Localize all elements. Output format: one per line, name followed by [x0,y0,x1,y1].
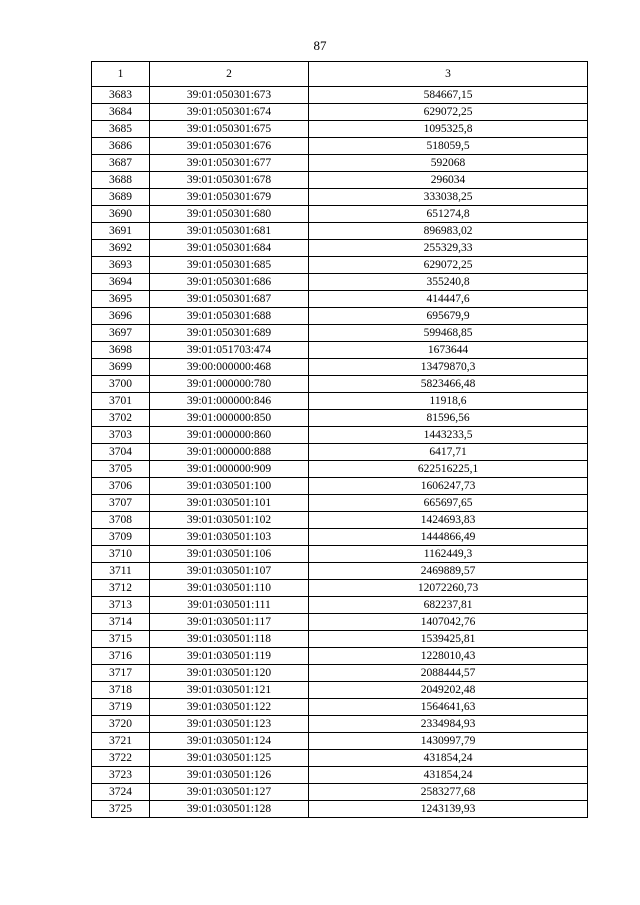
table-row [92,699,588,716]
value-cell: 1095325,8 [309,121,588,138]
row-number-cell: 3714 [92,614,150,631]
table-row [92,580,588,597]
cadastral-number-cell: 39:00:000000:468 [150,359,309,376]
value-cell: 6417,71 [309,444,588,461]
value-cell: 1243139,93 [309,801,588,818]
table-row [92,308,588,325]
cadastral-number-cell: 39:01:050301:685 [150,257,309,274]
row-number-cell: 3694 [92,274,150,291]
table-row [92,546,588,563]
table-row [92,87,588,104]
table-row [92,172,588,189]
row-number-cell: 3715 [92,631,150,648]
row-number-cell: 3698 [92,342,150,359]
cadastral-number-cell: 39:01:050301:679 [150,189,309,206]
cadastral-number-cell: 39:01:030501:100 [150,478,309,495]
table-row [92,206,588,223]
value-cell: 1539425,81 [309,631,588,648]
cadastral-number-cell: 39:01:030501:121 [150,682,309,699]
row-number-cell: 3697 [92,325,150,342]
value-cell: 333038,25 [309,189,588,206]
cadastral-number-cell: 39:01:000000:888 [150,444,309,461]
table-row [92,665,588,682]
table-row [92,155,588,172]
value-cell: 2583277,68 [309,784,588,801]
row-number-cell: 3687 [92,155,150,172]
cadastral-number-cell: 39:01:030501:118 [150,631,309,648]
row-number-cell: 3723 [92,767,150,784]
value-cell: 682237,81 [309,597,588,614]
value-cell: 1606247,73 [309,478,588,495]
cadastral-number-cell: 39:01:030501:110 [150,580,309,597]
cadastral-number-cell: 39:01:030501:111 [150,597,309,614]
table-row [92,648,588,665]
value-cell: 5823466,48 [309,376,588,393]
row-number-cell: 3712 [92,580,150,597]
table-row [92,767,588,784]
table-row [92,733,588,750]
cadastral-number-cell: 39:01:000000:909 [150,461,309,478]
row-number-cell: 3703 [92,427,150,444]
cadastral-number-cell: 39:01:050301:687 [150,291,309,308]
table-row [92,427,588,444]
row-number-cell: 3705 [92,461,150,478]
value-cell: 629072,25 [309,104,588,121]
row-number-cell: 3702 [92,410,150,427]
value-cell: 2334984,93 [309,716,588,733]
value-cell: 1443233,5 [309,427,588,444]
data-table [91,61,588,818]
value-cell: 629072,25 [309,257,588,274]
cadastral-number-cell: 39:01:050301:680 [150,206,309,223]
table-row [92,614,588,631]
row-number-cell: 3707 [92,495,150,512]
cadastral-number-cell: 39:01:050301:675 [150,121,309,138]
row-number-cell: 3700 [92,376,150,393]
table-row [92,461,588,478]
value-cell: 1673644 [309,342,588,359]
cadastral-number-cell: 39:01:030501:101 [150,495,309,512]
row-number-cell: 3695 [92,291,150,308]
cadastral-number-cell: 39:01:050301:674 [150,104,309,121]
value-cell: 695679,9 [309,308,588,325]
row-number-cell: 3689 [92,189,150,206]
row-number-cell: 3704 [92,444,150,461]
row-number-cell: 3709 [92,529,150,546]
value-cell: 896983,02 [309,223,588,240]
row-number-cell: 3718 [92,682,150,699]
row-number-cell: 3685 [92,121,150,138]
value-cell: 431854,24 [309,767,588,784]
cadastral-number-cell: 39:01:000000:780 [150,376,309,393]
value-cell: 255329,33 [309,240,588,257]
row-number-cell: 3724 [92,784,150,801]
table-row [92,801,588,818]
cadastral-number-cell: 39:01:050301:681 [150,223,309,240]
cadastral-number-cell: 39:01:050301:673 [150,87,309,104]
table-row [92,393,588,410]
row-number-cell: 3690 [92,206,150,223]
value-cell: 599468,85 [309,325,588,342]
cadastral-number-cell: 39:01:050301:688 [150,308,309,325]
cadastral-number-cell: 39:01:000000:850 [150,410,309,427]
cadastral-number-cell: 39:01:030501:126 [150,767,309,784]
cadastral-number-cell: 39:01:000000:846 [150,393,309,410]
table-row [92,478,588,495]
value-cell: 1228010,43 [309,648,588,665]
row-number-cell: 3708 [92,512,150,529]
cadastral-number-cell: 39:01:030501:122 [150,699,309,716]
table-row [92,784,588,801]
column-header: 2 [150,62,309,87]
table-row [92,512,588,529]
row-number-cell: 3710 [92,546,150,563]
value-cell: 296034 [309,172,588,189]
value-cell: 1564641,63 [309,699,588,716]
table-row [92,342,588,359]
value-cell: 1430997,79 [309,733,588,750]
cadastral-number-cell: 39:01:030501:102 [150,512,309,529]
value-cell: 584667,15 [309,87,588,104]
table-row [92,563,588,580]
value-cell: 1407042,76 [309,614,588,631]
cadastral-number-cell: 39:01:030501:107 [150,563,309,580]
column-header: 3 [309,62,588,87]
row-number-cell: 3686 [92,138,150,155]
value-cell: 355240,8 [309,274,588,291]
value-cell: 1162449,3 [309,546,588,563]
row-number-cell: 3719 [92,699,150,716]
table-row [92,121,588,138]
value-cell: 13479870,3 [309,359,588,376]
table-row [92,274,588,291]
cadastral-number-cell: 39:01:030501:106 [150,546,309,563]
table-row [92,240,588,257]
table-body [92,87,588,818]
table-row [92,410,588,427]
row-number-cell: 3699 [92,359,150,376]
value-cell: 518059,5 [309,138,588,155]
row-number-cell: 3683 [92,87,150,104]
row-number-cell: 3721 [92,733,150,750]
value-cell: 81596,56 [309,410,588,427]
row-number-cell: 3711 [92,563,150,580]
value-cell: 414447,6 [309,291,588,308]
table-row [92,189,588,206]
cadastral-number-cell: 39:01:030501:119 [150,648,309,665]
row-number-cell: 3688 [92,172,150,189]
row-number-cell: 3713 [92,597,150,614]
table-row [92,529,588,546]
row-number-cell: 3720 [92,716,150,733]
cadastral-number-cell: 39:01:050301:684 [150,240,309,257]
row-number-cell: 3722 [92,750,150,767]
value-cell: 665697,65 [309,495,588,512]
cadastral-number-cell: 39:01:030501:123 [150,716,309,733]
value-cell: 651274,8 [309,206,588,223]
table-row [92,716,588,733]
cadastral-number-cell: 39:01:030501:127 [150,784,309,801]
cadastral-number-cell: 39:01:050301:678 [150,172,309,189]
cadastral-number-cell: 39:01:030501:103 [150,529,309,546]
cadastral-number-cell: 39:01:030501:128 [150,801,309,818]
row-number-cell: 3693 [92,257,150,274]
row-number-cell: 3701 [92,393,150,410]
row-number-cell: 3696 [92,308,150,325]
value-cell: 1444866,49 [309,529,588,546]
row-number-cell: 3725 [92,801,150,818]
table-row [92,291,588,308]
value-cell: 12072260,73 [309,580,588,597]
table-row [92,444,588,461]
cadastral-number-cell: 39:01:050301:676 [150,138,309,155]
cadastral-number-cell: 39:01:030501:125 [150,750,309,767]
table-row [92,223,588,240]
value-cell: 592068 [309,155,588,172]
value-cell: 622516225,1 [309,461,588,478]
value-cell: 11918,6 [309,393,588,410]
row-number-cell: 3706 [92,478,150,495]
row-number-cell: 3716 [92,648,150,665]
column-header: 1 [92,62,150,87]
value-cell: 431854,24 [309,750,588,767]
value-cell: 2469889,57 [309,563,588,580]
table-row [92,257,588,274]
cadastral-number-cell: 39:01:000000:860 [150,427,309,444]
table-row [92,138,588,155]
cadastral-number-cell: 39:01:051703:474 [150,342,309,359]
value-cell: 2088444,57 [309,665,588,682]
table-row [92,495,588,512]
table-row [92,359,588,376]
cadastral-number-cell: 39:01:030501:117 [150,614,309,631]
value-cell: 2049202,48 [309,682,588,699]
row-number-cell: 3684 [92,104,150,121]
table-row [92,325,588,342]
table-row [92,682,588,699]
table-row [92,376,588,393]
value-cell: 1424693,83 [309,512,588,529]
cadastral-number-cell: 39:01:050301:689 [150,325,309,342]
cadastral-number-cell: 39:01:050301:686 [150,274,309,291]
row-number-cell: 3692 [92,240,150,257]
page-number: 87 [313,38,327,53]
table-row [92,750,588,767]
table-row [92,631,588,648]
row-number-cell: 3691 [92,223,150,240]
cadastral-number-cell: 39:01:030501:120 [150,665,309,682]
cadastral-number-cell: 39:01:030501:124 [150,733,309,750]
table-row [92,597,588,614]
table-row [92,104,588,121]
cadastral-number-cell: 39:01:050301:677 [150,155,309,172]
row-number-cell: 3717 [92,665,150,682]
table-header-row [92,62,588,87]
